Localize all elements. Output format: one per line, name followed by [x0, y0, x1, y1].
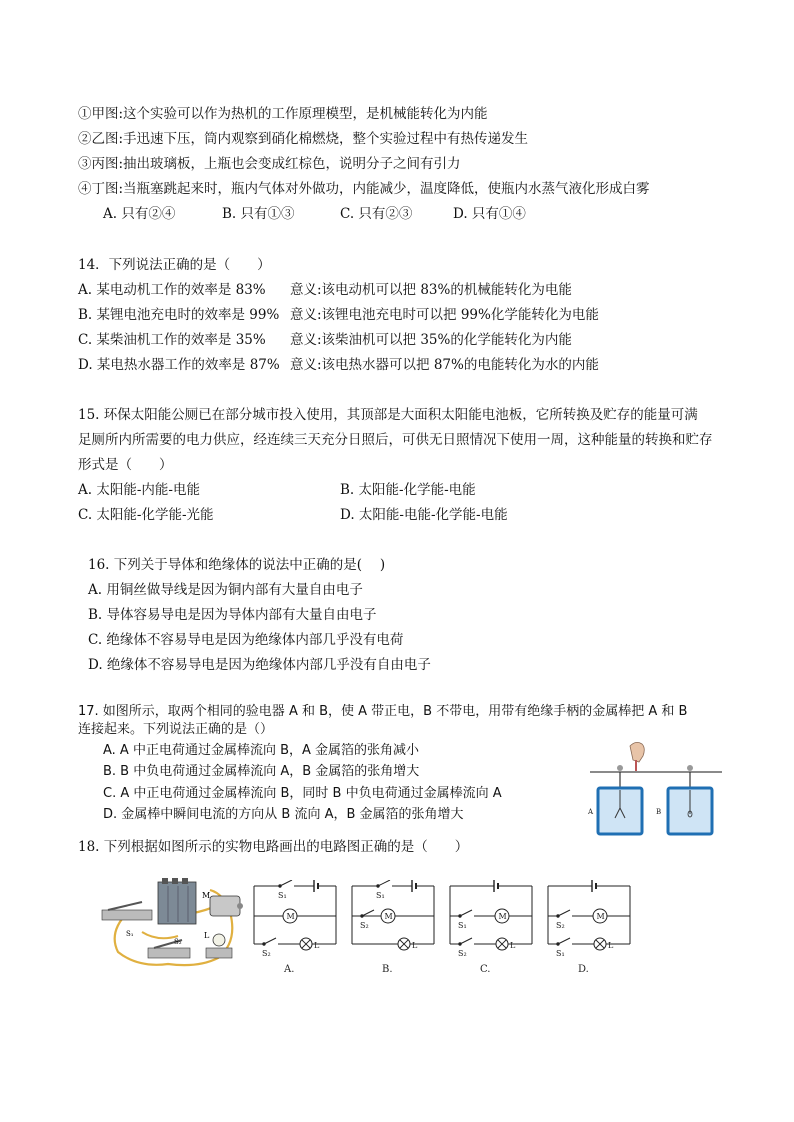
q16-option-c[interactable]: C. 绝缘体不容易导电是因为绝缘体内部几乎没有电荷	[88, 632, 404, 648]
switch-mid-label: S₁	[458, 921, 467, 930]
q13-statement-3: ③丙图:抽出玻璃板，上瓶也会变成红棕色，说明分子之间有引力	[78, 156, 461, 172]
motor-symbol-label: M	[384, 912, 393, 921]
circuit-diagram-c	[446, 880, 536, 980]
q17-option-b[interactable]: B. B 中负电荷通过金属棒流向 A，B 金属箔的张角增大	[103, 764, 420, 779]
lamp-symbol-label: L	[510, 941, 516, 950]
q14-option-b[interactable]: B. 某锂电池充电时的效率是 99%	[78, 307, 280, 323]
circuit-option-label[interactable]: B.	[382, 964, 393, 975]
q17-option-a[interactable]: A. A 中正电荷通过金属棒流向 B，A 金属箔的张角减小	[103, 743, 420, 758]
q17-stem-line-1: 17. 如图所示，取两个相同的验电器 A 和 B，使 A 带正电，B 不带电，用带有绝缘手柄的金属棒把 A 和 B	[78, 704, 688, 719]
q18-stem: 18. 下列根据如图所示的实物电路画出的电路图正确的是（ ）	[78, 839, 469, 855]
q13-option-b[interactable]: B. 只有①③	[222, 206, 295, 222]
switch-mid-label: S₂	[556, 921, 565, 930]
circuit-diagram-b	[348, 880, 438, 980]
q16-stem: 16. 下列关于导体和绝缘体的说法中正确的是( )	[88, 557, 386, 573]
switch-s1-icon	[102, 902, 152, 920]
q14-option-c[interactable]: C. 某柴油机工作的效率是 35%	[78, 332, 266, 348]
electroscope-a-label: A	[588, 808, 594, 816]
q13-statement-1: ①甲图:这个实验可以作为热机的工作原理模型，是机械能转化为内能	[78, 106, 488, 122]
electroscope-b	[668, 765, 712, 834]
hand-icon	[630, 742, 644, 762]
circuit-diagram-a	[250, 880, 340, 980]
photo-motor-label: M	[202, 891, 211, 900]
q14-option-d[interactable]: D. 某电热水器工作的效率是 87%	[78, 357, 280, 373]
switch-top-label: S₁	[278, 891, 287, 900]
switch-mid-blade	[362, 910, 374, 916]
q13-statement-4: ④丁图:当瓶塞跳起来时，瓶内气体对外做功，内能减少，温度降低，使瓶内水蒸气液化形成白雾	[78, 181, 650, 197]
q14-meaning-a: 意义:该电动机可以把 83%的机械能转化为电能	[290, 282, 572, 298]
q15-option-b[interactable]: B. 太阳能-化学能-电能	[340, 482, 476, 498]
q14-option-a[interactable]: A. 某电动机工作的效率是 83%	[78, 282, 266, 298]
switch-mid-blade	[460, 910, 472, 916]
wire	[142, 932, 178, 938]
switch-mid-blade	[558, 910, 570, 916]
q16-option-a[interactable]: A. 用铜丝做导线是因为铜内部有大量自由电子	[88, 582, 363, 598]
switch-bot-blade	[460, 938, 472, 944]
q17-option-d[interactable]: D. 金属棒中瞬间电流的方向从 B 流向 A，B 金属箔的张角增大	[103, 807, 464, 822]
switch-mid-label: S₂	[360, 921, 369, 930]
q15-option-d[interactable]: D. 太阳能-电能-化学能-电能	[340, 507, 508, 523]
q13-option-d[interactable]: D. 只有①④	[453, 206, 526, 222]
q17-electroscope-figure	[586, 738, 726, 840]
switch-bot-label: S₁	[556, 949, 565, 958]
q14-meaning-b: 意义:该锂电池充电时可以把 99%化学能转化为电能	[290, 307, 599, 323]
switch-bot-blade	[558, 938, 570, 944]
q17-option-c[interactable]: C. A 中正电荷通过金属棒流向 B，同时 B 中负电荷通过金属棒流向 A	[103, 786, 502, 801]
q18-physical-circuit	[98, 872, 248, 970]
photo-s2-label: S₂	[174, 938, 182, 946]
q16-option-d[interactable]: D. 绝缘体不容易导电是因为绝缘体内部几乎没有自由电子	[88, 657, 431, 673]
circuit-option-label[interactable]: C.	[480, 964, 491, 975]
switch-top-blade	[280, 880, 292, 886]
q17-stem-line-2: 连接起来。下列说法正确的是（）	[78, 722, 274, 737]
photo-s1-label: S₁	[126, 930, 134, 938]
switch-top-blade	[378, 880, 390, 886]
q15-stem-line-3: 形式是（ ）	[78, 457, 173, 473]
lamp-symbol-label: L	[314, 941, 320, 950]
switch-s2-icon	[148, 940, 190, 958]
circuit-diagram-d	[544, 880, 634, 980]
q14-meaning-d: 意义:该电热水器可以把 87%的电能转化为水的内能	[290, 357, 599, 373]
lamp-symbol-label: L	[412, 941, 418, 950]
electroscope-b-label: B	[656, 808, 662, 816]
q13-option-a[interactable]: A. 只有②④	[103, 206, 176, 222]
q14-stem: 14．下列说法正确的是（ ）	[78, 257, 271, 273]
q15-option-c[interactable]: C. 太阳能-化学能-光能	[78, 507, 214, 523]
q15-stem-line-1: 15. 环保太阳能公厕已在部分城市投入使用，其顶部是大面积太阳能电池板，它所转换及贮存的能量可满	[78, 407, 698, 423]
switch-bot-blade	[264, 938, 276, 944]
circuit-option-label[interactable]: D.	[578, 964, 589, 975]
motor-symbol-label: M	[596, 912, 605, 921]
q15-stem-line-2: 足厕所内所需要的电力供应，经连续三天充分日照后，可供无日照情况下使用一周，这种能量的转换和贮存	[78, 432, 713, 448]
motor-icon	[210, 896, 243, 916]
photo-lamp-label: L	[204, 931, 210, 940]
lamp-symbol-label: L	[608, 941, 614, 950]
electroscope-a	[598, 765, 642, 834]
motor-symbol-label: M	[498, 912, 507, 921]
q14-meaning-c: 意义:该柴油机可以把 35%的化学能转化为内能	[290, 332, 572, 348]
q15-option-a[interactable]: A. 太阳能-内能-电能	[78, 482, 200, 498]
battery-icon	[158, 878, 196, 924]
q13-statement-2: ②乙图:手迅速下压，筒内观察到硝化棉燃烧，整个实验过程中有热传递发生	[78, 131, 529, 147]
circuit-option-label[interactable]: A.	[284, 964, 295, 975]
switch-bot-label: S₂	[262, 949, 271, 958]
q16-option-b[interactable]: B. 导体容易导电是因为导体内部有大量自由电子	[88, 607, 377, 623]
q13-option-c[interactable]: C. 只有②③	[340, 206, 413, 222]
motor-symbol-label: M	[286, 912, 295, 921]
switch-bot-label: S₂	[458, 949, 467, 958]
switch-top-label: S₁	[376, 891, 385, 900]
